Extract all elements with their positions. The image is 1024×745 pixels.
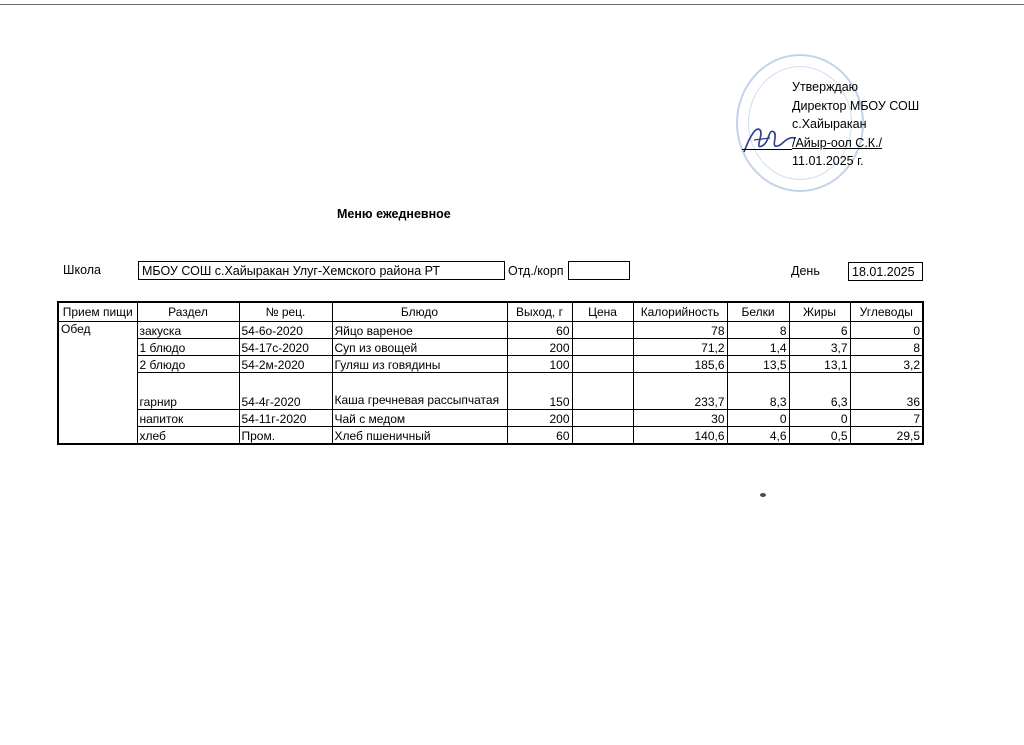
calories-cell: 233,7	[633, 373, 727, 410]
yield-cell: 150	[507, 373, 572, 410]
table-row	[58, 410, 923, 427]
yield-cell: 60	[507, 322, 572, 339]
approval-block	[792, 78, 919, 171]
calories-cell: 30	[633, 410, 727, 427]
column-header: Жиры	[789, 302, 850, 322]
price-cell	[572, 427, 633, 445]
day-label: День	[791, 264, 820, 278]
meal-cell: Обед	[58, 322, 137, 445]
protein-cell: 8	[727, 322, 789, 339]
carbs-cell: 3,2	[850, 356, 923, 373]
table-row	[58, 373, 923, 410]
column-header: Раздел	[137, 302, 239, 322]
approval-line-5: 11.01.2025 г.	[792, 154, 864, 168]
protein-cell: 8,3	[727, 373, 789, 410]
director-signature	[740, 116, 800, 160]
table-row	[58, 356, 923, 373]
approval-line-1: Утверждаю	[792, 80, 859, 94]
carbs-cell: 0	[850, 322, 923, 339]
recipe-cell: 54-17с-2020	[239, 339, 332, 356]
table-row	[58, 322, 923, 339]
section-cell: закуска	[137, 322, 239, 339]
price-cell	[572, 339, 633, 356]
fat-cell: 6,3	[789, 373, 850, 410]
calories-cell: 140,6	[633, 427, 727, 445]
column-header: Выход, г	[507, 302, 572, 322]
yield-cell: 200	[507, 339, 572, 356]
carbs-cell: 36	[850, 373, 923, 410]
yield-cell: 100	[507, 356, 572, 373]
fat-cell: 6	[789, 322, 850, 339]
carbs-cell: 29,5	[850, 427, 923, 445]
fat-cell: 3,7	[789, 339, 850, 356]
yield-cell: 200	[507, 410, 572, 427]
dish-cell: Яйцо вареное	[332, 322, 507, 339]
carbs-cell: 8	[850, 339, 923, 356]
calories-cell: 71,2	[633, 339, 727, 356]
day-field: 18.01.2025	[848, 262, 923, 281]
table-row	[58, 339, 923, 356]
calories-cell: 185,6	[633, 356, 727, 373]
column-header: № рец.	[239, 302, 332, 322]
yield-cell: 60	[507, 427, 572, 445]
dish-cell: Чай с медом	[332, 410, 507, 427]
department-field	[568, 261, 630, 280]
column-header: Блюдо	[332, 302, 507, 322]
price-cell	[572, 410, 633, 427]
fat-cell: 0	[789, 410, 850, 427]
section-cell: гарнир	[137, 373, 239, 410]
protein-cell: 13,5	[727, 356, 789, 373]
price-cell	[572, 373, 633, 410]
price-cell	[572, 322, 633, 339]
approval-line-4: /Айыр-оол С.К./	[792, 135, 883, 150]
recipe-cell: 54-4г-2020	[239, 373, 332, 410]
fat-cell: 0,5	[789, 427, 850, 445]
column-header: Углеводы	[850, 302, 923, 322]
recipe-cell: 54-11г-2020	[239, 410, 332, 427]
recipe-cell: 54-2м-2020	[239, 356, 332, 373]
top-border-line	[0, 4, 1024, 5]
dish-cell: Каша гречневая рассыпчатая	[332, 373, 507, 410]
recipe-cell: Пром.	[239, 427, 332, 445]
signature-line	[742, 149, 792, 150]
scan-speck	[760, 493, 766, 497]
school-label: Школа	[63, 263, 101, 277]
approval-line-3: с.Хайыракан	[792, 117, 867, 131]
approval-line-2: Директор МБОУ СОШ	[792, 98, 920, 113]
protein-cell: 4,6	[727, 427, 789, 445]
protein-cell: 0	[727, 410, 789, 427]
column-header: Цена	[572, 302, 633, 322]
table-header-row	[58, 302, 923, 322]
school-field: МБОУ СОШ с.Хайыракан Улуг-Хемского района РТ	[138, 261, 505, 280]
section-cell: напиток	[137, 410, 239, 427]
column-header: Белки	[727, 302, 789, 322]
dish-cell: Хлеб пшеничный	[332, 427, 507, 445]
section-cell: 2 блюдо	[137, 356, 239, 373]
dish-cell: Суп из овощей	[332, 339, 507, 356]
carbs-cell: 7	[850, 410, 923, 427]
department-label: Отд./корп	[508, 264, 564, 278]
calories-cell: 78	[633, 322, 727, 339]
table-row	[58, 427, 923, 445]
protein-cell: 1,4	[727, 339, 789, 356]
section-cell: 1 блюдо	[137, 339, 239, 356]
column-header: Прием пищи	[58, 302, 137, 322]
page-title: Меню ежедневное	[337, 207, 451, 221]
price-cell	[572, 356, 633, 373]
fat-cell: 13,1	[789, 356, 850, 373]
column-header: Калорийность	[633, 302, 727, 322]
dish-cell: Гуляш из говядины	[332, 356, 507, 373]
section-cell: хлеб	[137, 427, 239, 445]
recipe-cell: 54-6о-2020	[239, 322, 332, 339]
menu-table	[57, 301, 924, 445]
